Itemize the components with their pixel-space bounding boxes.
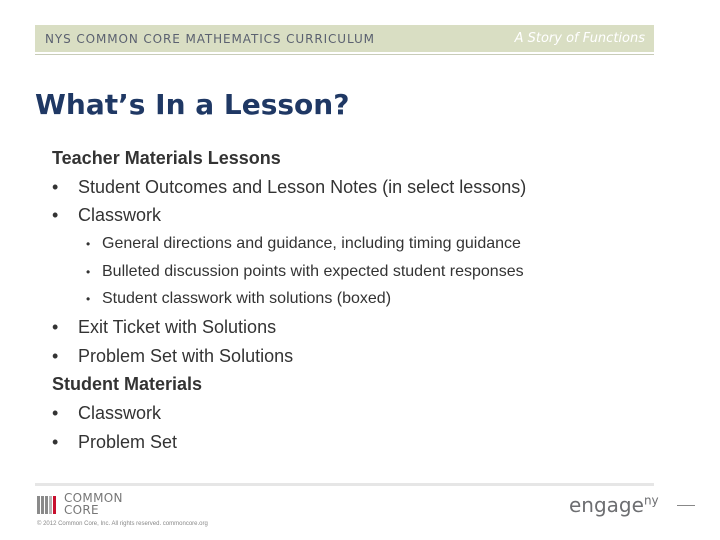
teacher-materials-heading: Teacher Materials Lessons <box>52 148 281 168</box>
sub-list-item <box>86 263 524 281</box>
list-item <box>52 346 293 367</box>
sub-list-item-text: Student classwork with solutions (boxed) <box>102 290 392 307</box>
list-item <box>52 403 161 424</box>
copyright-text: © 2012 Common Core, Inc. All rights reserved. commoncore.org <box>37 521 208 527</box>
footer-divider <box>35 483 654 486</box>
sub-list-item-text: General directions and guidance, including timing guidance <box>102 235 521 252</box>
list-item <box>52 177 526 198</box>
curriculum-label: NYS COMMON CORE MATHEMATICS CURRICULUM <box>45 32 375 46</box>
module-label: A Story of Functions <box>514 31 645 46</box>
list-item <box>52 317 276 338</box>
common-core-logo-icon <box>37 494 59 516</box>
engage-text: engage <box>569 493 644 517</box>
list-item <box>52 205 161 226</box>
bullet-icon: • <box>86 265 91 279</box>
list-item <box>52 432 177 453</box>
bullet-icon: • <box>52 403 59 423</box>
sub-list-item-text: Bulleted discussion points with expected student responses <box>102 263 524 280</box>
bullet-icon: • <box>86 292 91 306</box>
sub-list-item <box>86 290 391 308</box>
bullet-icon: • <box>52 205 59 225</box>
list-item-text: Problem Set <box>78 432 178 452</box>
bullet-icon: • <box>52 317 59 337</box>
header-bar <box>35 25 654 52</box>
student-materials-heading: Student Materials <box>52 374 203 394</box>
engageny-logo <box>569 493 659 517</box>
engage-superscript: ny <box>643 493 659 508</box>
logo-line-1: COMMON <box>64 491 123 505</box>
header-divider <box>35 54 654 55</box>
list-item-text: Student Outcomes and Lesson Notes (in select lessons) <box>78 177 527 197</box>
bullet-icon: • <box>52 346 59 366</box>
bullet-icon: • <box>52 432 59 452</box>
logo-line-2: CORE <box>64 503 99 517</box>
common-core-wordmark <box>64 492 123 516</box>
slide-title: What’s In a Lesson? <box>35 88 350 121</box>
list-item-text: Problem Set with Solutions <box>78 346 294 366</box>
list-item-text: Classwork <box>78 205 162 225</box>
bullet-icon: • <box>52 177 59 197</box>
footer-dash <box>677 505 695 506</box>
bullet-icon: • <box>86 237 91 251</box>
list-item-text: Exit Ticket with Solutions <box>78 317 277 337</box>
list-item-text: Classwork <box>78 403 162 423</box>
sub-list-item <box>86 235 521 253</box>
